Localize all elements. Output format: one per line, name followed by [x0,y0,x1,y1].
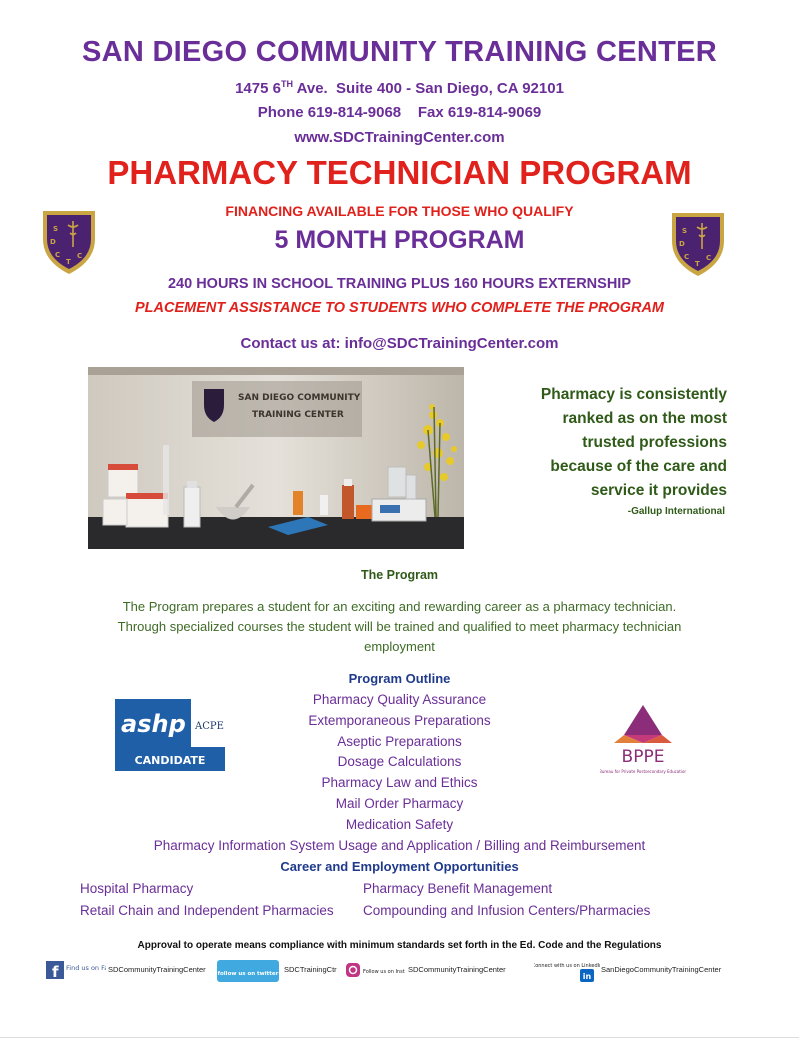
program-hours: 240 HOURS IN SCHOOL TRAINING PLUS 160 HOURS EXTERNSHIP [167,276,632,292]
outline-item: Pharmacy Quality Assurance [312,692,487,707]
outline-item: Extemporaneous Preparations [308,713,491,728]
career-item: Retail Chain and Independent Pharmacies [80,903,334,918]
program-title: PHARMACY TECHNICIAN PROGRAM [107,154,692,191]
contact-email[interactable]: Contact us at: info@SDCTrainingCenter.com [240,335,559,352]
description-line: Through specialized courses the student will be trained and qualified to meet pharmacy technician [117,619,682,634]
address [0,79,799,97]
quote-line: service it provides [590,482,727,499]
career-item: Compounding and Infusion Centers/Pharmacies [363,903,651,918]
facebook-handle[interactable]: SDCommunityTrainingCenter [108,965,206,974]
quote-line: Pharmacy is consistently [540,386,727,403]
shield-letter: S [53,225,59,233]
sdctc-shield-left-icon [40,207,98,277]
linkedin-caption: Connect with us on LinkedIn [534,963,600,969]
shield-letter: D [50,238,56,246]
address-prefix: 1475 6 [235,80,281,97]
instagram-handle[interactable]: SDCommunityTrainingCenter [408,965,506,974]
photo-sign-line1: SAN DIEGO COMMUNITY [238,393,361,403]
ashp-logo-graphic [115,699,225,771]
linkedin-handle[interactable]: SanDiegoCommunityTrainingCenter [601,965,722,974]
quote-line: trusted professions [582,434,727,451]
shield-letter: T [695,260,700,268]
twitter-caption: follow us on twitter [217,971,279,977]
description-line: The Program prepares a student for an exciting and rewarding career as a pharmacy technician. [122,599,677,614]
photo-sign-line2: TRAINING CENTER [252,410,344,420]
financing-note: FINANCING AVAILABLE FOR THOSE WHO QUALIFY [225,203,574,219]
facebook-icon[interactable] [46,960,106,982]
twitter-handle[interactable]: SDCTrainingCtr [284,965,337,974]
shield-letter: C [684,253,690,261]
shield-letter: C [77,252,83,260]
svg-text:in: in [582,972,592,981]
program-heading: The Program [360,568,439,582]
twitter-icon[interactable] [217,960,279,982]
shield-letter: T [66,258,71,266]
bppe-logo [600,703,686,777]
gallup-quote [520,383,727,503]
address-sup: TH [280,79,293,89]
svg-text:f: f [52,963,59,981]
acpe-wordmark: ACPE [195,721,224,732]
sdctc-shield-right-icon [669,209,727,279]
outline-item: Medication Safety [345,817,454,832]
placement-note: PLACEMENT ASSISTANCE TO STUDENTS WHO COMPLETE THE PROGRAM [135,300,664,316]
shield-letter: C [706,254,712,262]
program-description [60,597,739,657]
outline-item: Mail Order Pharmacy [335,796,464,811]
address-suffix: Ave. Suite 400 - San Diego, CA 92101 [292,80,564,97]
candidate-badge: CANDIDATE [134,754,206,767]
career-item: Pharmacy Benefit Management [363,881,553,896]
description-line: employment [364,639,435,654]
program-duration: 5 MONTH PROGRAM [274,226,525,254]
shield-letter: S [682,227,688,235]
approval-statement: Approval to operate means compliance with minimum standards set forth in the Ed. Code and the Regulations [137,940,662,951]
bppe-logo-graphic [600,703,686,777]
linkedin-icon[interactable] [534,960,600,982]
outline-item: Pharmacy Information System Usage and Application / Billing and Reimbursement [153,838,646,853]
instagram-icon[interactable] [345,960,405,982]
career-heading: Career and Employment Opportunities [280,859,519,874]
ashp-acpe-logo [115,699,225,771]
org-name: SAN DIEGO COMMUNITY TRAINING CENTER [81,36,718,68]
website-link[interactable]: www.SDCTrainingCenter.com [294,129,505,146]
outline-heading: Program Outline [348,671,451,686]
outline-item: Dosage Calculations [337,754,462,769]
outline-item: Aseptic Preparations [337,734,462,749]
quote-line: because of the care and [550,458,727,475]
page-bottom-divider [0,1037,799,1038]
instagram-caption: Follow us on Inst [363,969,405,975]
pharmacy-lab-illustration [88,367,464,549]
facebook-caption: Find us on F [66,964,105,972]
bppe-subtitle: Bureau for Private Postsecondary Education [600,769,686,774]
phone-fax: Phone 619-814-9068 Fax 619-814-9069 [257,104,542,121]
shield-letter: C [55,251,61,259]
bppe-wordmark: BPPE [621,747,665,767]
ashp-wordmark: ashp [121,710,186,738]
shield-letter: D [679,240,685,248]
outline-item: Pharmacy Law and Ethics [321,775,478,790]
quote-line: ranked as on the most [562,410,727,427]
career-item: Hospital Pharmacy [80,881,194,896]
quote-source: -Gallup International [627,506,725,517]
pharmacy-lab-photo [88,367,464,549]
